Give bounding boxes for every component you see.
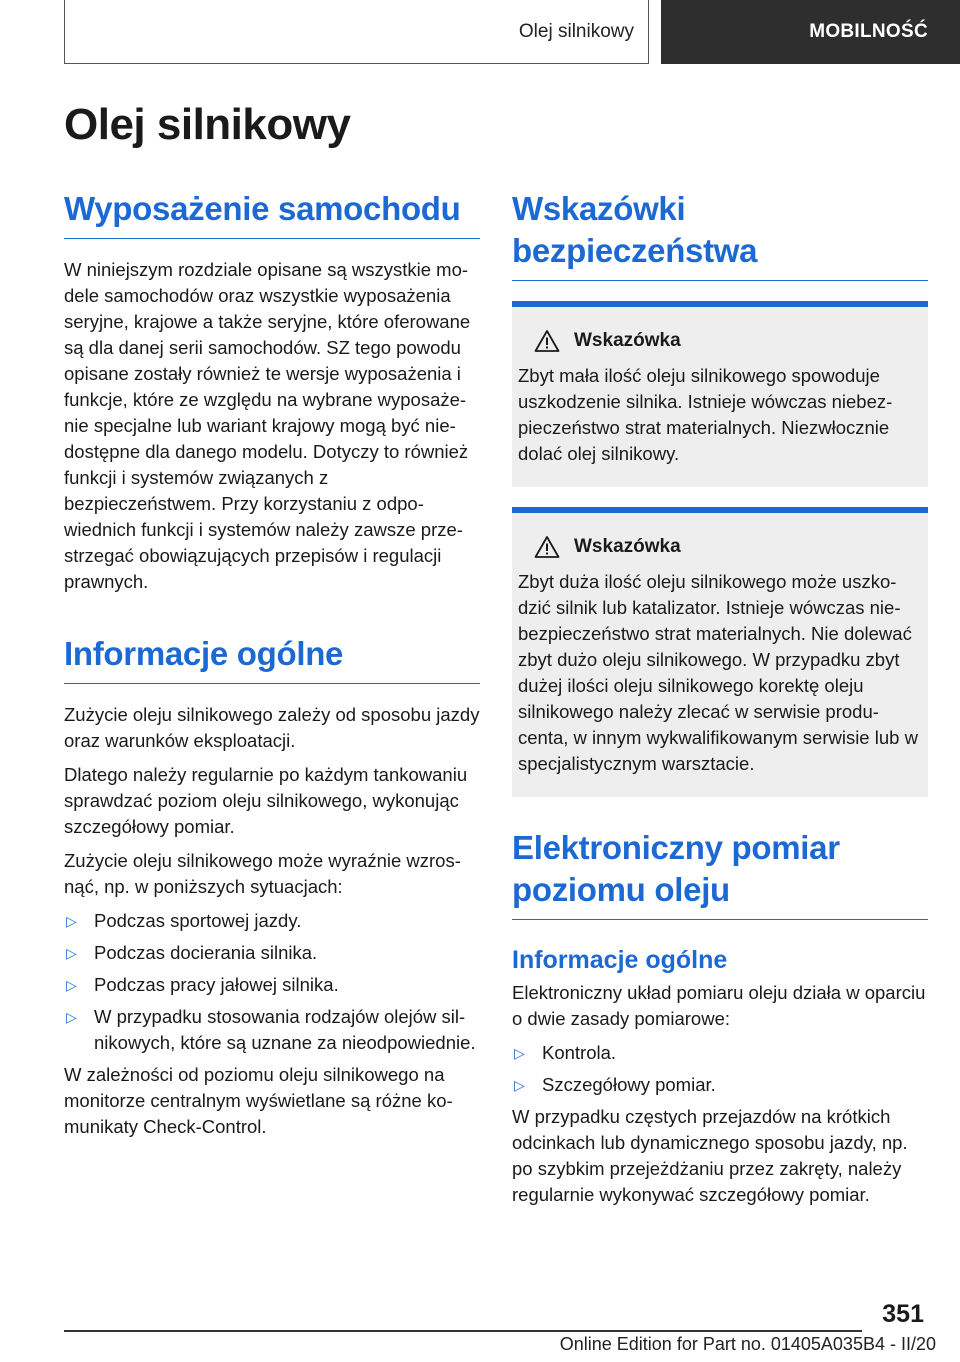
warning-header	[534, 535, 918, 559]
footer-edition: Online Edition for Part no. 01405A035B4 - II/20	[559, 1334, 936, 1354]
right-column	[512, 188, 928, 1216]
equipment-paragraph: W niniejszym rozdziale opisane są wszystkie modele samochodów oraz wszystkie wyposażenia seryjne, krajowe a także seryjne, które oferowane są dla danej serii samochodów. SZ tego powodu opisane zostały również te wersje wyposażenia i funkcje, które ze względu na wybrane wyposażenie specjalne lub wariant krajowy mogą być niedostępne dla danego modelu. Dotyczy to również funkcji i systemów związanych z bezpieczeństwem. Przy korzystaniu z odpowiednich funkcji i systemów należy zawsze przestrzegać obowiązujących przepisów i regulacji prawnych.	[64, 259, 471, 592]
list-item	[64, 940, 480, 966]
general-paragraph-1: Zużycie oleju silnikowego zależy od sposobu jazdy oraz warunków eksploatacji.	[64, 704, 480, 751]
section-title-equipment: Wyposażenie samochodu	[64, 188, 480, 239]
section-title-general-info: Informacje ogólne	[64, 633, 480, 684]
warning-box-2	[512, 507, 928, 797]
left-column	[64, 188, 480, 1148]
general-paragraph-2: Dlatego należy regularnie po każdym tankowaniu sprawdzać poziom oleju silnikowego, wykonując szczegółowy pomiar.	[64, 764, 468, 837]
measurement-paragraph-2: W przypadku częstych przejazdów na krótkich odcinkach lub dynamicznego sposobu jazdy, np. po szybkim przejeżdżaniu przez zakręty, należy regularnie wykonywać szczegółowy pomiar.	[512, 1106, 908, 1205]
triangle-right-outline-icon: ▷	[514, 1077, 525, 1093]
measurement-principles-list	[512, 1040, 928, 1098]
header-section-tab	[661, 0, 960, 64]
warning-triangle-icon	[534, 329, 560, 353]
list-item-text: Podczas sportowej jazdy.	[94, 910, 302, 931]
page-number: 351	[882, 1300, 924, 1328]
consumption-situations-list	[64, 908, 480, 1056]
list-item	[64, 1004, 480, 1056]
list-item-text: Podczas docierania silnika.	[94, 942, 318, 963]
header-section-label: MOBILNOŚĆ	[809, 21, 928, 42]
triangle-right-outline-icon: ▷	[66, 913, 77, 929]
subsection-title-general-info: Informacje ogólne	[512, 946, 728, 974]
section-title-safety: Wskazówki bezpieczeństwa	[512, 188, 928, 281]
footer-divider	[64, 1330, 862, 1332]
list-item-text: Kontrola.	[542, 1042, 617, 1063]
triangle-right-outline-icon: ▷	[514, 1045, 525, 1061]
header-chapter-tab	[64, 0, 649, 64]
list-item	[64, 908, 480, 934]
page-title: Olej silnikowy	[64, 100, 351, 149]
triangle-right-outline-icon: ▷	[66, 945, 77, 961]
list-item	[512, 1040, 928, 1066]
list-item-text: Podczas pracy jałowej silnika.	[94, 974, 339, 995]
general-paragraph-4: W zależności od poziomu oleju silnikowego na monitorze centralnym wyświetlane są różne komunikaty Check-Control.	[64, 1064, 453, 1137]
spacer	[64, 603, 480, 633]
list-item-text: W przypadku stosowania rodzajów olejów silnikowych, które są uznane za nieodpowiednie.	[94, 1006, 476, 1053]
section-title-electronic-measurement: Elektroniczny pomiar poziomu oleju	[512, 827, 928, 920]
warning-text: Zbyt mała ilość oleju silnikowego spowoduje uszkodzenie silnika. Istnieje wówczas niebezpieczeństwo strat materialnych. Niezwłocznie dolać olej silnikowy.	[518, 365, 893, 464]
triangle-right-outline-icon: ▷	[66, 1009, 77, 1025]
list-item-text: Szczegółowy pomiar.	[542, 1074, 716, 1095]
list-item	[64, 972, 480, 998]
header-chapter-label: Olej silnikowy	[518, 20, 634, 42]
warning-header	[534, 329, 918, 353]
list-item	[512, 1072, 928, 1098]
general-paragraph-3: Zużycie oleju silnikowego może wyraźnie wzrosnąć, np. w poniższych sytuacjach:	[64, 850, 461, 897]
warning-triangle-icon	[534, 535, 560, 559]
spacer	[512, 797, 928, 827]
warning-label: Wskazówka	[574, 330, 681, 351]
warning-text: Zbyt duża ilość oleju silnikowego może uszkodzić silnik lub katalizator. Istnieje wówczas niebezpieczeństwo strat materialnych. Nie dolewać zbyt dużo oleju silnikowego. W przypadku zbyt dużej ilości oleju silnikowego korektę oleju silnikowego należy zlecać w serwisie producenta, w innym wykwalifikowanym serwisie lub w specjalistycznym warsztacie.	[518, 571, 918, 774]
triangle-right-outline-icon: ▷	[66, 977, 77, 993]
measurement-paragraph-1: Elektroniczny układ pomiaru oleju działa w oparciu o dwie zasady pomiarowe:	[512, 982, 926, 1029]
warning-box-1	[512, 301, 928, 487]
warning-label: Wskazówka	[574, 536, 681, 557]
